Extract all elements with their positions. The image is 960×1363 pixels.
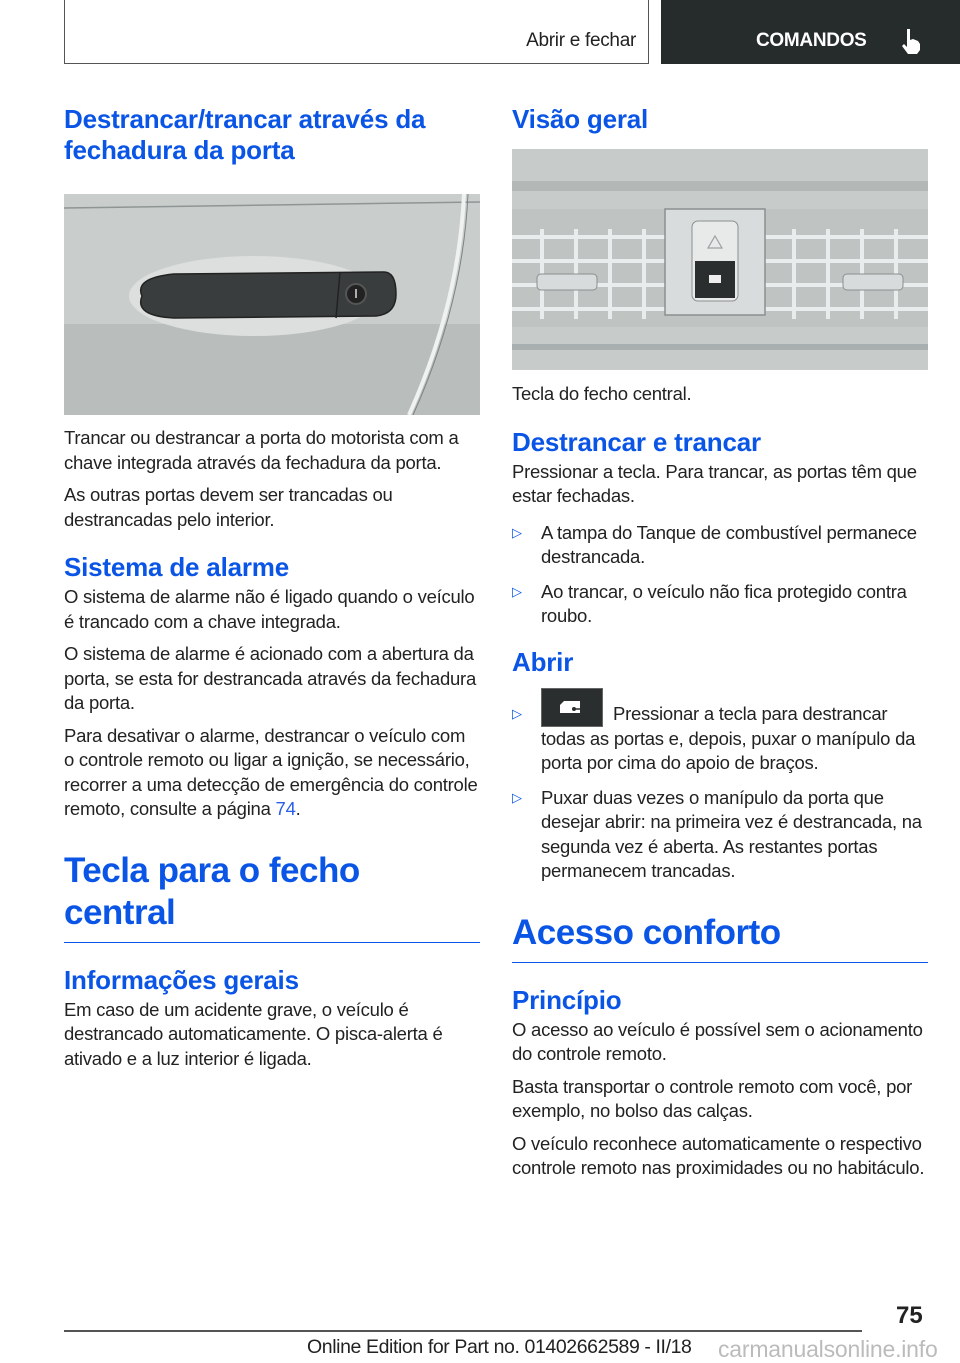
triangle-bullet-icon: ▷ xyxy=(512,789,522,805)
chapter-title: COMANDOS xyxy=(756,30,867,51)
section-tab xyxy=(64,0,649,64)
section-title: Abrir e fechar xyxy=(526,30,636,51)
list-item: ▷ Puxar duas vezes o manípulo da porta que desejar abrir: na primeira vez é destrancada, na segunda vez é aberta. As restantes portas permanecem trancadas. xyxy=(512,786,922,881)
paragraph: Basta transportar o controle remoto com você, por exemplo, no bolso das calças. xyxy=(512,1075,913,1121)
triangle-bullet-icon: ▷ xyxy=(512,583,522,599)
paragraph: Em caso de um acidente grave, o veículo é destrancado automaticamente. O pisca-alerta é ativado e a luz interior é ligada. xyxy=(64,998,443,1069)
unlock-door-key-icon xyxy=(541,688,603,727)
heading-principle: Princípio xyxy=(512,984,622,1015)
heading-open: Abrir xyxy=(512,646,574,677)
list-item: ▷ Ao trancar, o veículo não fica protegido contra roubo. xyxy=(512,580,907,626)
paragraph: Pressionar a tecla. Para trancar, as portas têm que estar fechadas. xyxy=(512,460,917,506)
paragraph: Trancar ou destrancar a porta do motorista com a chave integrada através da fechadura da porta. xyxy=(64,427,459,473)
page-number: 75 xyxy=(896,1302,923,1329)
paragraph: O sistema de alarme não é ligado quando o veículo é trancado com a chave integrada. xyxy=(64,586,475,632)
door-handle-illustration xyxy=(64,194,480,415)
right-column xyxy=(512,100,928,1189)
heading-overview: Visão geral xyxy=(512,104,649,134)
left-column xyxy=(64,100,480,1079)
page-link[interactable]: 74 xyxy=(275,798,296,819)
triangle-bullet-icon: ▷ xyxy=(512,524,522,540)
heading-general-info: Informações gerais xyxy=(64,964,299,995)
vent-button-illustration xyxy=(512,149,928,370)
paragraph: O acesso ao veículo é possível sem o acionamento do controle remoto. xyxy=(512,1018,923,1064)
paragraph-with-page-ref: Para desativar o alarme, destrancar o veículo com o controle remoto ou ligar a ignição, se necessário, recorrer a uma detecção de emergência do controle remoto, consulte a página 74. xyxy=(64,724,478,819)
paragraph: O veículo reconhece automaticamente o respectivo controle remoto nas proximidades ou no habitáculo. xyxy=(512,1132,925,1178)
list-item: ▷ Pressionar a tecla para destrancar todas as portas e, depois, puxar o manípulo da porta por cima do apoio de braços. xyxy=(512,688,928,776)
chapter-tab xyxy=(661,0,960,64)
figure-caption: Tecla do fecho central. xyxy=(512,383,692,404)
figure-door-handle xyxy=(64,194,480,415)
paragraph: As outras portas devem ser trancadas ou destrancadas pelo interior. xyxy=(64,484,393,530)
triangle-bullet-icon: ▷ xyxy=(512,705,522,721)
paragraph: O sistema de alarme é acionado com a abertura da porta, se esta for destrancada através da fechadura da porta. xyxy=(64,643,476,713)
edition-note: Online Edition for Part no. 01402662589 - II/18 xyxy=(307,1336,692,1358)
list-item: ▷ A tampa do Tanque de combustível permanece destrancada. xyxy=(512,521,917,567)
bullet-list xyxy=(512,688,928,884)
watermark: carmanualsonline.info xyxy=(718,1336,938,1362)
heading-alarm-system: Sistema de alarme xyxy=(64,552,289,582)
heading-central-lock-button: Tecla para o fecho central xyxy=(64,850,480,943)
footer-divider xyxy=(64,1330,862,1332)
heading-lock-unlock: Destrancar e trancar xyxy=(512,426,761,457)
pointing-hand-icon xyxy=(899,27,923,55)
heading-comfort-access: Acesso conforto xyxy=(512,912,928,963)
figure-central-lock-button xyxy=(512,149,928,370)
heading-lock-via-door: Destrancar/trancar através da fechadura da porta xyxy=(64,104,426,165)
bullet-list xyxy=(512,521,928,629)
